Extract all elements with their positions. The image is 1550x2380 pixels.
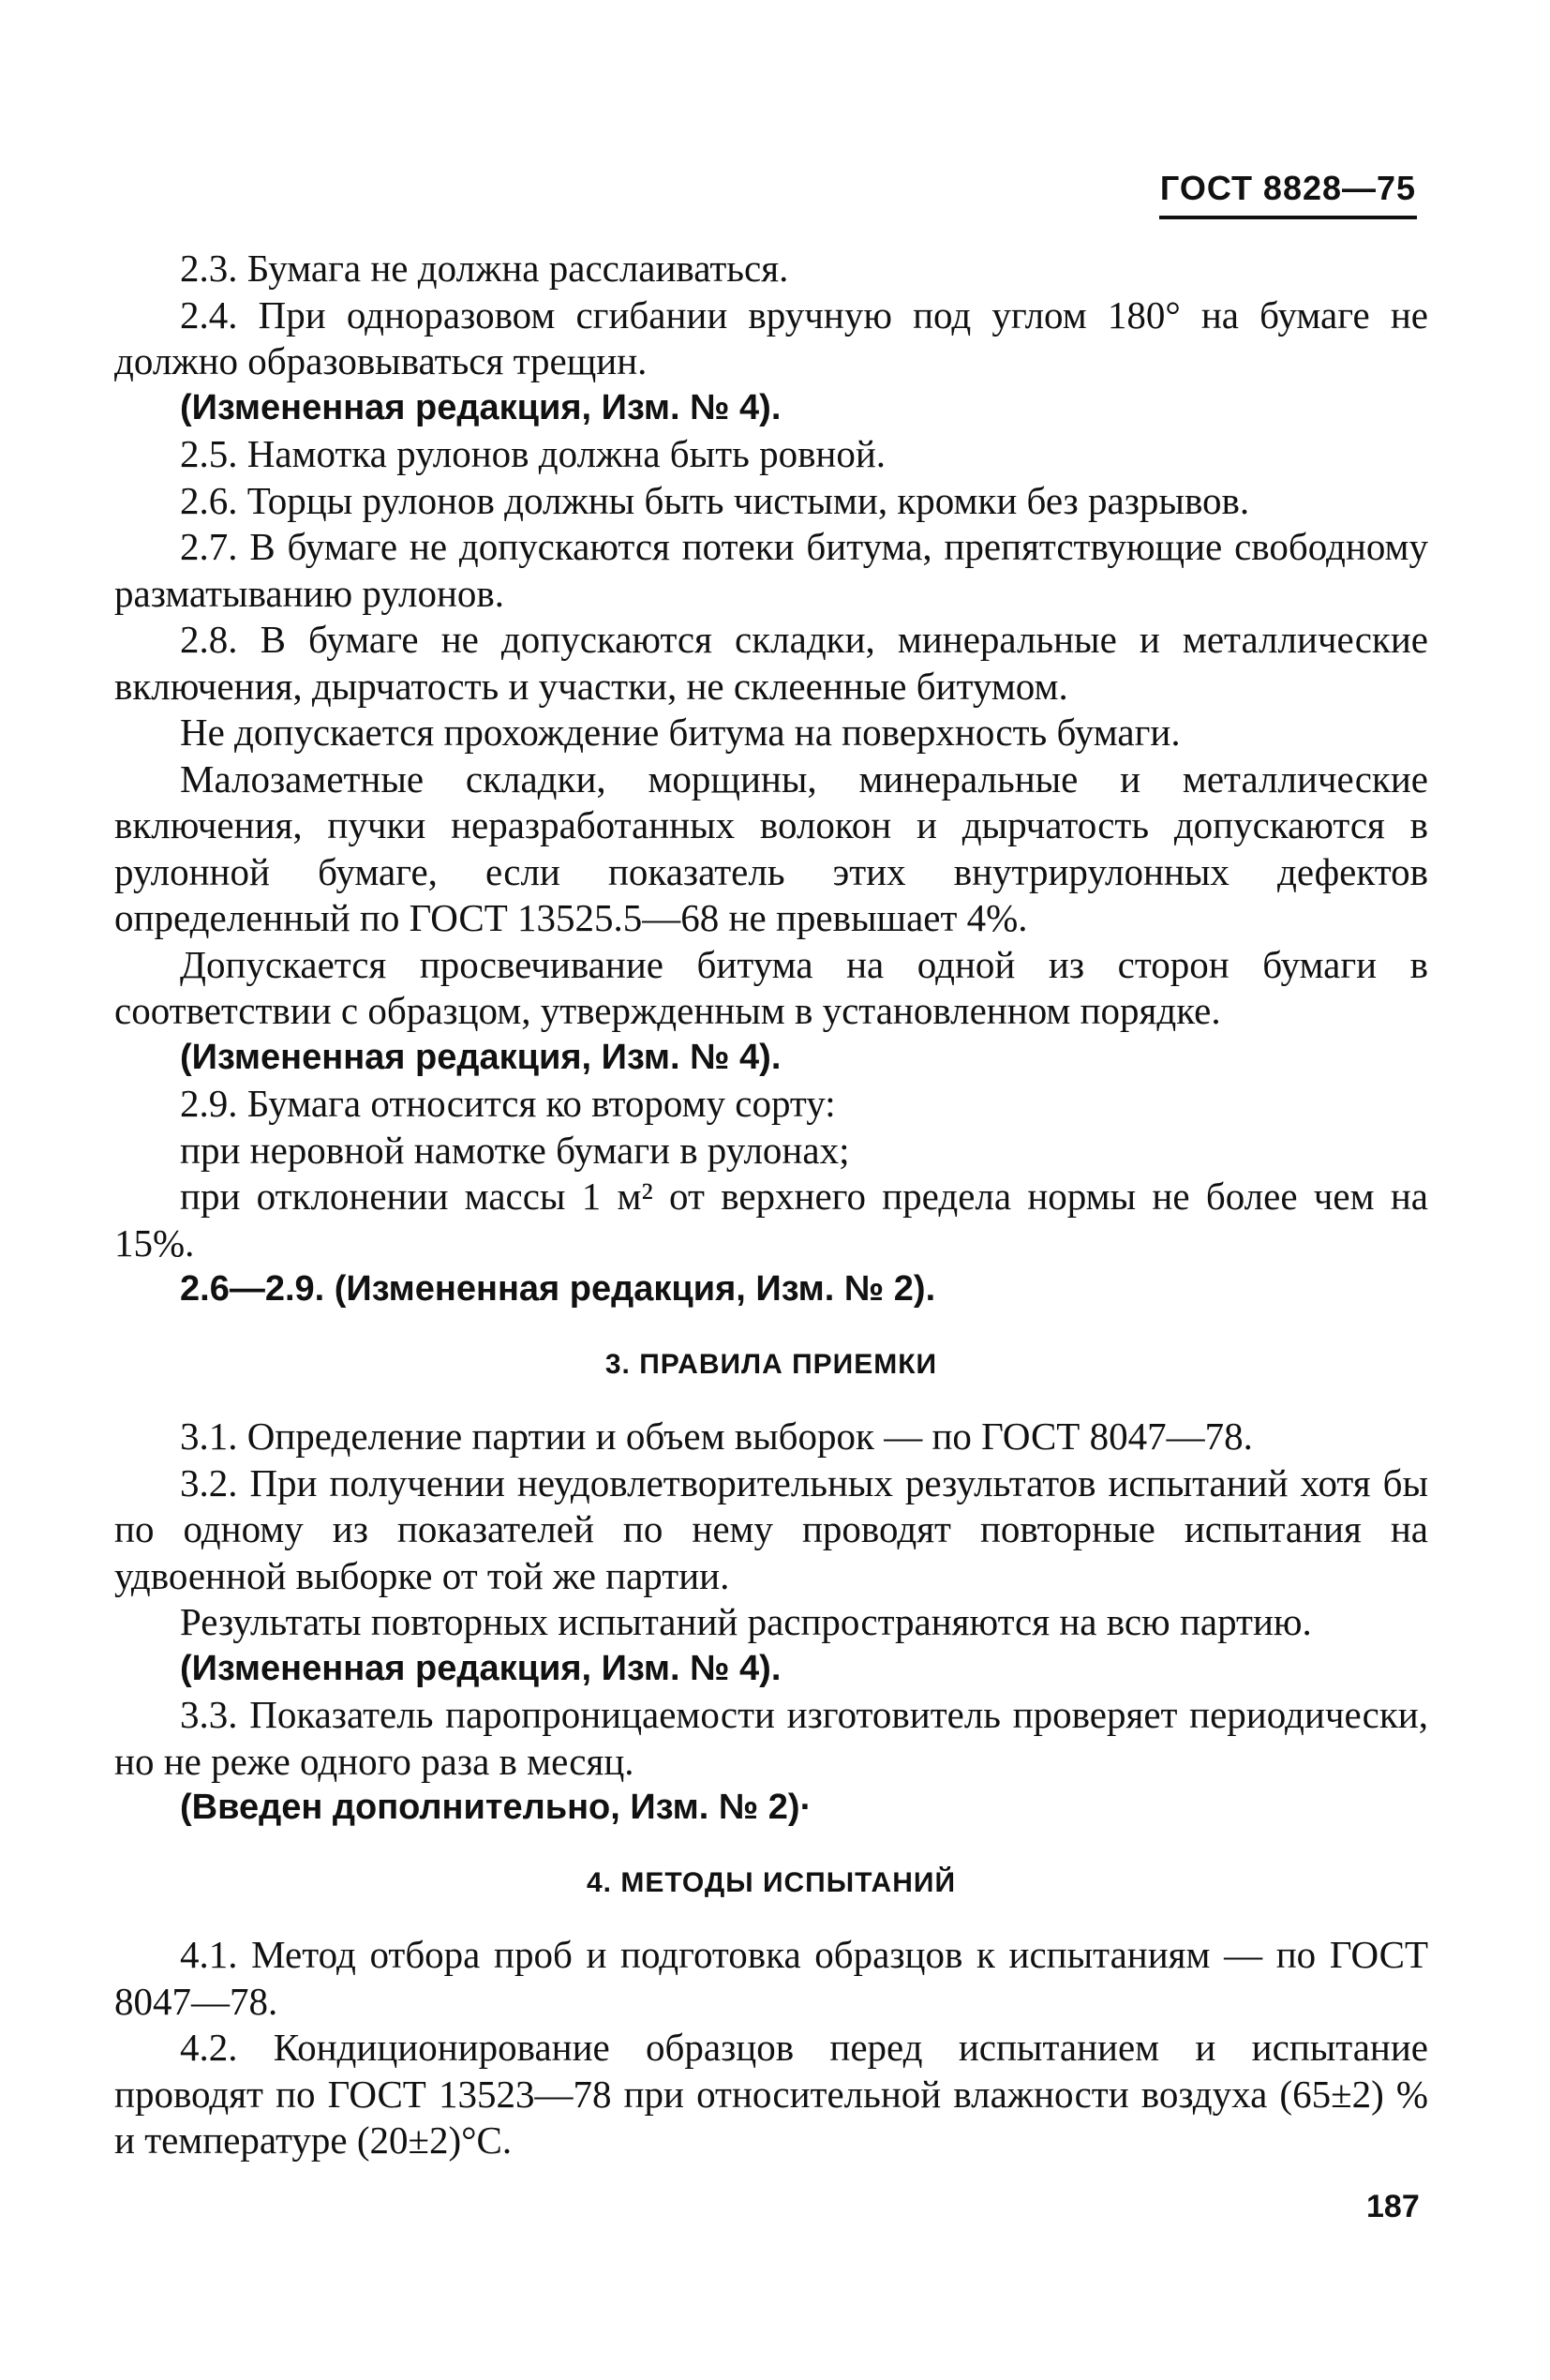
amendment-note: (Измененная редакция, Изм. № 4). (180, 387, 782, 427)
clause-2-3: 2.3. Бумага не должна расслаиваться. (180, 247, 789, 290)
clause-2-7: 2.7. В бумаге не допускаются потеки битума, препятствующие свободному разматыванию рулонов. (114, 525, 1428, 615)
clause-2-6: 2.6. Торцы рулонов должны быть чистыми, кромки без разрывов. (180, 478, 1250, 522)
clause-2-8-bitumen: Не допускается прохождение битума на поверхность бумаги. (180, 711, 1181, 754)
standard-header: ГОСТ 8828—75 (1159, 169, 1417, 219)
section-heading-test-methods: 4. МЕТОДЫ ИСПЫТАНИЙ (587, 1866, 956, 1898)
clause-4-2: 4.2. Кондиционирование образцов перед испытанием и испытание проводят по ГОСТ 13523—78 при относительной влажности воздуха (65±2) % и температуре (20±2)°С. (114, 2026, 1428, 2162)
page-number: 187 (1366, 2189, 1420, 2224)
clause-3-2-retest: Результаты повторных испытаний распространяются на всю партию. (180, 1600, 1312, 1643)
clause-3-2: 3.2. При получении неудовлетворительных результатов испытаний хотя бы по одному из показателей по нему проводят повторные испытания на удвоенной выборке от той же партии. (114, 1460, 1428, 1597)
clause-2-4: 2.4. При одноразовом сгибании вручную под углом 180° на бумаге не должно образовываться трещин. (114, 292, 1428, 382)
clause-2-8-translucence: Допускается просвечивание битума на одной из сторон бумаги в соответствии с образцом, утвержденным в установленном порядке. (114, 942, 1428, 1032)
clause-3-3: 3.3. Показатель паропроницаемости изготовитель проверяет периодически, но не реже одного раза в месяц. (114, 1693, 1428, 1783)
body-text (114, 246, 1428, 2164)
clause-2-8-defects: Малозаметные складки, морщины, минеральные и металлические включения, пучки неразработанных волокон и дырчатость допускаются в рулонной бумаге, если показатель этих внутрирулонных дефектов определенный по ГОСТ 13525.5—68 не превышает 4%. (114, 756, 1428, 939)
amendment-note: (Измененная редакция, Изм. № 4). (180, 1037, 782, 1077)
amendment-note: (Введен дополнительно, Изм. № 2)· (180, 1788, 812, 1827)
amendment-note: 2.6—2.9. (Измененная редакция, Изм. № 2). (180, 1269, 936, 1309)
clause-2-5: 2.5. Намотка рулонов должна быть ровной. (180, 432, 887, 475)
clause-2-8: 2.8. В бумаге не допускаются складки, минеральные и металлические включения, дырчатость и участки, не склеенные битумом. (114, 618, 1428, 708)
clause-2-9-item-mass: при отклонении массы 1 м² от верхнего предела нормы не более чем на 15%. (114, 1175, 1428, 1265)
clause-2-9-item-winding: при неровной намотке бумаги в рулонах; (180, 1128, 850, 1172)
amendment-note: (Измененная редакция, Изм. № 4). (180, 1648, 782, 1688)
clause-2-9: 2.9. Бумага относится ко второму сорту: (180, 1082, 836, 1125)
clause-4-1: 4.1. Метод отбора проб и подготовка образцов к испытаниям — по ГОСТ 8047—78. (114, 1933, 1428, 2023)
section-heading-acceptance: 3. ПРАВИЛА ПРИЕМКИ (604, 1348, 938, 1380)
clause-3-1: 3.1. Определение партии и объем выборок — по ГОСТ 8047—78. (180, 1415, 1253, 1458)
